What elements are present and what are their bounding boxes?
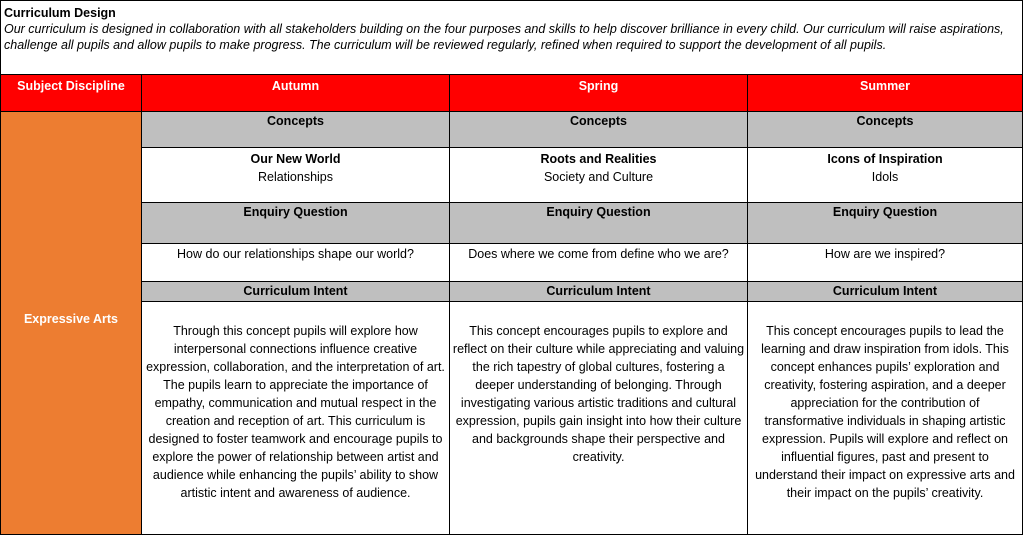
enquiry-question-summer: How are we inspired? xyxy=(747,243,1023,282)
concepts-label-autumn: Concepts xyxy=(141,111,450,148)
concept-title: Our New World xyxy=(250,152,341,166)
concept-subtitle: Idols xyxy=(871,170,899,184)
concepts-label-spring: Concepts xyxy=(449,111,748,148)
subject-cell xyxy=(0,111,142,535)
enquiry-label-autumn: Enquiry Question xyxy=(141,202,450,244)
intent-label-summer: Curriculum Intent xyxy=(747,281,1023,302)
concept-subtitle: Society and Culture xyxy=(543,170,654,184)
concept-summer xyxy=(747,147,1023,203)
enquiry-question-spring: Does where we come from define who we are? xyxy=(449,243,748,282)
concept-subtitle: Relationships xyxy=(257,170,334,184)
concepts-label-summer: Concepts xyxy=(747,111,1023,148)
document-title: Curriculum Design xyxy=(4,6,116,20)
enquiry-label-summer: Enquiry Question xyxy=(747,202,1023,244)
concept-autumn xyxy=(141,147,450,203)
intent-label-autumn: Curriculum Intent xyxy=(141,281,450,302)
curriculum-intent-summer: This concept encourages pupils to lead the learning and draw inspiration from idols. This concept enhances pupils’ exploration and creativity, fostering aspiration, and a deeper appreciation for the contribution of transformative individuals in shaping artistic expression. Pupils will explore and reflect on influential figures, past and present to understand their impact on expressive arts and their impact on the pupils’ creativity. xyxy=(747,301,1023,535)
enquiry-label-spring: Enquiry Question xyxy=(449,202,748,244)
intent-label-spring: Curriculum Intent xyxy=(449,281,748,302)
subject-label: Expressive Arts xyxy=(23,312,119,326)
spring-header: Spring xyxy=(449,74,748,112)
header-block xyxy=(0,0,1023,75)
document-description: Our curriculum is designed in collaboration with all stakeholders building on the four purposes and skills to help discover brilliance in every child. Our curriculum will raise aspirations, challenge all pupils and allow pupils to make progress. The curriculum will be reviewed regularly, refined when required to support the development of all pupils. xyxy=(4,22,1004,52)
concept-title: Roots and Realities xyxy=(540,152,657,166)
curriculum-intent-spring: This concept encourages pupils to explore and reflect on their culture while appreciating and valuing the rich tapestry of global cultures, fostering a deeper understanding of belonging. Through investigating various artistic traditions and cultural expression, pupils gain insight into how their culture and backgrounds shape their perspective and creativity. xyxy=(449,301,748,535)
subject-discipline-header: Subject Discipline xyxy=(0,74,142,112)
enquiry-question-autumn: How do our relationships shape our world? xyxy=(141,243,450,282)
concept-spring xyxy=(449,147,748,203)
summer-header: Summer xyxy=(747,74,1023,112)
concept-title: Icons of Inspiration xyxy=(827,152,943,166)
autumn-header: Autumn xyxy=(141,74,450,112)
curriculum-intent-autumn: Through this concept pupils will explore how interpersonal connections influence creative expression, collaboration, and the interpretation of art. The pupils learn to appreciate the importance of empathy, communication and mutual respect in the creation and reception of art. This curriculum is designed to foster teamwork and encourage pupils to explore the power of relationship between artist and audience while enhancing the pupils’ ability to show artistic intent and awareness of audience. xyxy=(141,301,450,535)
